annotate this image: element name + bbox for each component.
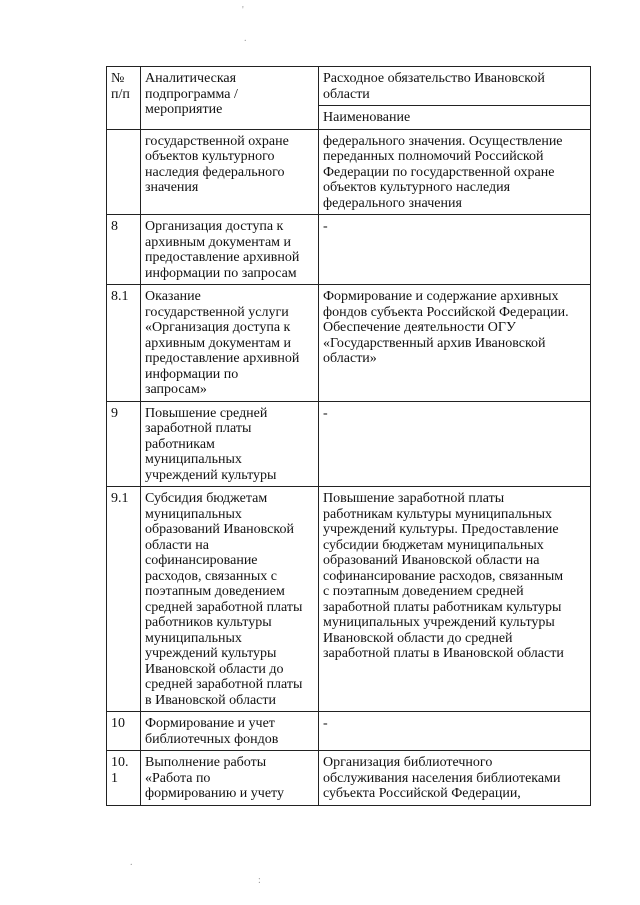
row-program: Формирование и учет библиотечных фондов [141, 712, 319, 751]
table-row [107, 487, 591, 712]
row-obligation: - [319, 712, 591, 751]
row-obligation: федерального значения. Осуществление переданных полномочий Российской Федерации по государственной охране объектов культурного наследия федерального значения [319, 129, 591, 215]
scan-speck: . [244, 33, 247, 44]
row-program: Оказание государственной услуги «Организация доступа к архивным документам и предоставление архивной информации по запросам» [141, 285, 319, 402]
scan-speck: ' [242, 5, 244, 16]
table-row [107, 215, 591, 285]
header-obligation: Расходное обязательство Ивановской области [319, 67, 591, 106]
row-obligation: Повышение заработной платы работникам культуры муниципальных учреждений культуры. Предоставление субсидии бюджетам муниципальных образований Ивановской области на софинансирование расходов, связанным с поэтапным доведением средней заработной платы работникам культуры муниципальных учреждений культуры Ивановской области до средней заработной платы в Ивановской области [319, 487, 591, 712]
table-row [107, 285, 591, 402]
row-program: Организация доступа к архивным документам и предоставление архивной информации по запросам [141, 215, 319, 285]
row-program: Повышение средней заработной платы работникам муниципальных учреждений культуры [141, 401, 319, 487]
row-obligation: - [319, 215, 591, 285]
table-row [107, 401, 591, 487]
row-number: 8 [107, 215, 141, 285]
header-program: Аналитическая подпрограмма / мероприятие [141, 67, 319, 130]
scan-speck: . [130, 857, 133, 868]
row-obligation: Формирование и содержание архивных фондов субъекта Российской Федерации. Обеспечение деятельности ОГУ «Государственный архив Ивановской области» [319, 285, 591, 402]
table-header-row [107, 67, 591, 106]
table-row [107, 712, 591, 751]
row-obligation: Организация библиотечного обслуживания населения библиотеками субъекта Российской Федерации, [319, 751, 591, 806]
row-number: 9 [107, 401, 141, 487]
table-row [107, 129, 591, 215]
row-number: 10 [107, 712, 141, 751]
row-number: 10. 1 [107, 751, 141, 806]
scan-speck: : [258, 875, 261, 886]
header-number: № п/п [107, 67, 141, 130]
table-row [107, 751, 591, 806]
row-program: Выполнение работы «Работа по формированию и учету [141, 751, 319, 806]
row-program: Субсидия бюджетам муниципальных образований Ивановской области на софинансирование расходов, связанных с поэтапным доведением средней заработной платы работников культуры муниципальных учреждений культуры Ивановской области до средней заработной платы в Ивановской области [141, 487, 319, 712]
row-number: 8.1 [107, 285, 141, 402]
row-program: государственной охране объектов культурного наследия федерального значения [141, 129, 319, 215]
row-obligation: - [319, 401, 591, 487]
header-name: Наименование [319, 106, 591, 130]
row-number: 9.1 [107, 487, 141, 712]
row-number [107, 129, 141, 215]
budget-obligations-table [106, 66, 591, 806]
